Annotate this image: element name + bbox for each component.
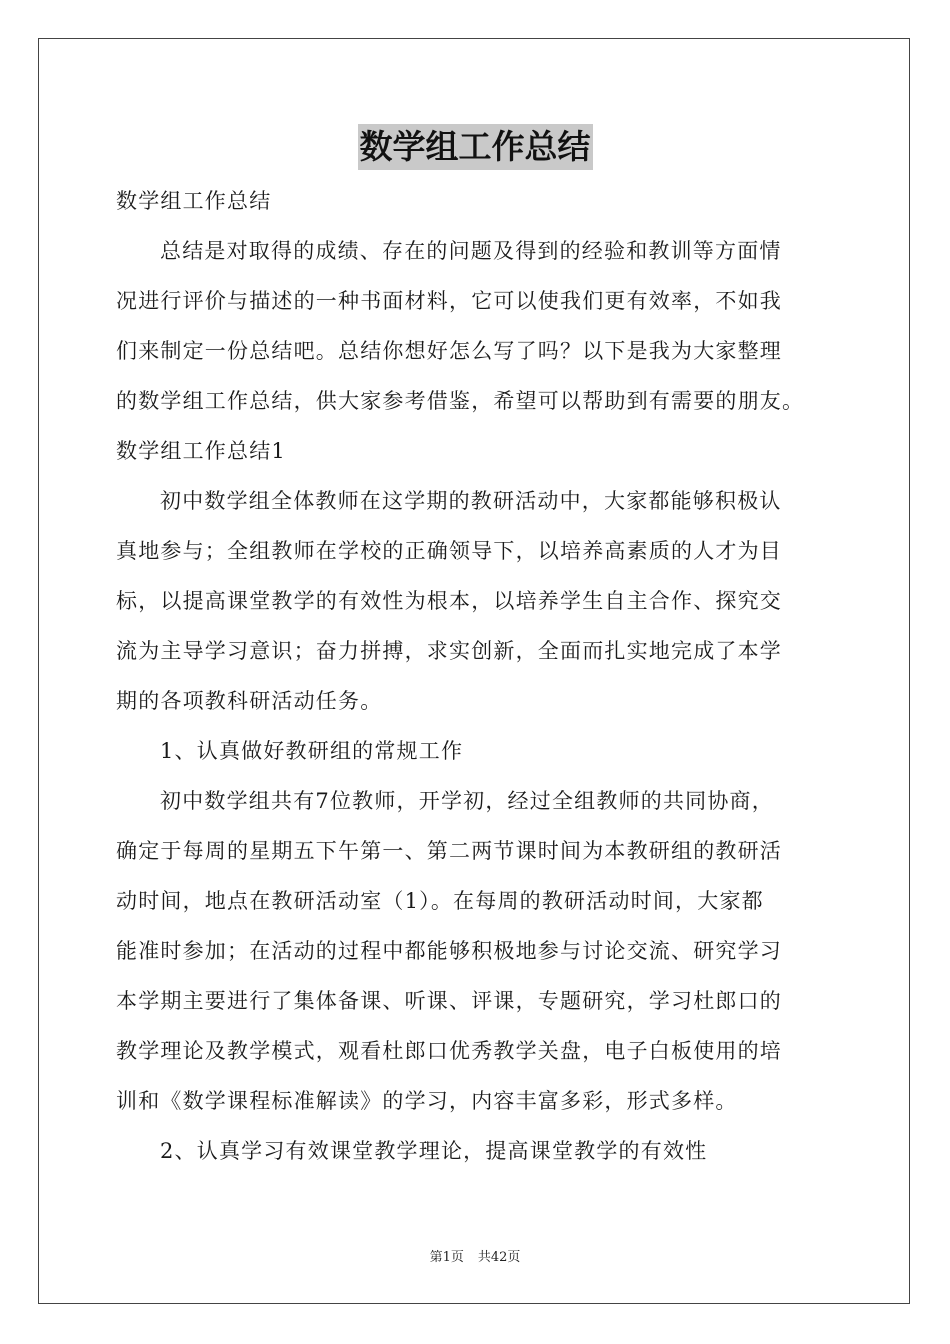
- paragraph-line: 总结是对取得的成绩、存在的问题及得到的经验和教训等方面情: [160, 239, 782, 263]
- document-title: 数学组工作总结: [358, 124, 593, 170]
- subtitle-line: 数学组工作总结: [116, 189, 272, 213]
- page-footer: [0, 1246, 950, 1265]
- paragraph-line: 训和《数学课程标准解读》的学习，内容丰富多彩，形式多样。: [116, 1089, 738, 1113]
- title-area: [0, 124, 950, 170]
- section-heading: 数学组工作总结1: [116, 439, 286, 463]
- paragraph-line: 能准时参加；在活动的过程中都能够积极地参与讨论交流、研究学习: [116, 939, 782, 963]
- paragraph-line: 的数学组工作总结，供大家参考借鉴，希望可以帮助到有需要的朋友。: [116, 389, 805, 413]
- page-number: 第1页: [429, 1250, 464, 1265]
- page-total: 共42页: [477, 1250, 521, 1265]
- document-body: [116, 176, 838, 1176]
- paragraph-line: 初中数学组共有7位教师，开学初，经过全组教师的共同协商，: [160, 789, 774, 813]
- paragraph-line: 初中数学组全体教师在这学期的教研活动中，大家都能够积极认: [160, 489, 782, 513]
- subsection-heading: 2、认真学习有效课堂教学理论，提高课堂教学的有效性: [160, 1139, 708, 1163]
- paragraph-line: 真地参与；全组教师在学校的正确领导下，以培养高素质的人才为目: [116, 539, 782, 563]
- paragraph-line: 们来制定一份总结吧。总结你想好怎么写了吗？以下是我为大家整理: [116, 339, 782, 363]
- paragraph-line: 动时间，地点在教研活动室（1）。在每周的教研活动时间，大家都: [116, 889, 764, 913]
- paragraph-line: 流为主导学习意识；奋力拼搏，求实创新，全面而扎实地完成了本学: [116, 639, 782, 663]
- paragraph-line: 期的各项教科研活动任务。: [116, 689, 383, 713]
- subsection-heading: 1、认真做好教研组的常规工作: [160, 739, 464, 763]
- paragraph-line: 本学期主要进行了集体备课、听课、评课，专题研究，学习杜郎口的: [116, 989, 782, 1013]
- paragraph-line: 教学理论及教学模式，观看杜郎口优秀教学关盘，电子白板使用的培: [116, 1039, 782, 1063]
- paragraph-line: 况进行评价与描述的一种书面材料，它可以使我们更有效率，不如我: [116, 289, 782, 313]
- paragraph-line: 确定于每周的星期五下午第一、第二两节课时间为本教研组的教研活: [116, 839, 782, 863]
- paragraph-line: 标，以提高课堂教学的有效性为根本，以培养学生自主合作、探究交: [116, 589, 782, 613]
